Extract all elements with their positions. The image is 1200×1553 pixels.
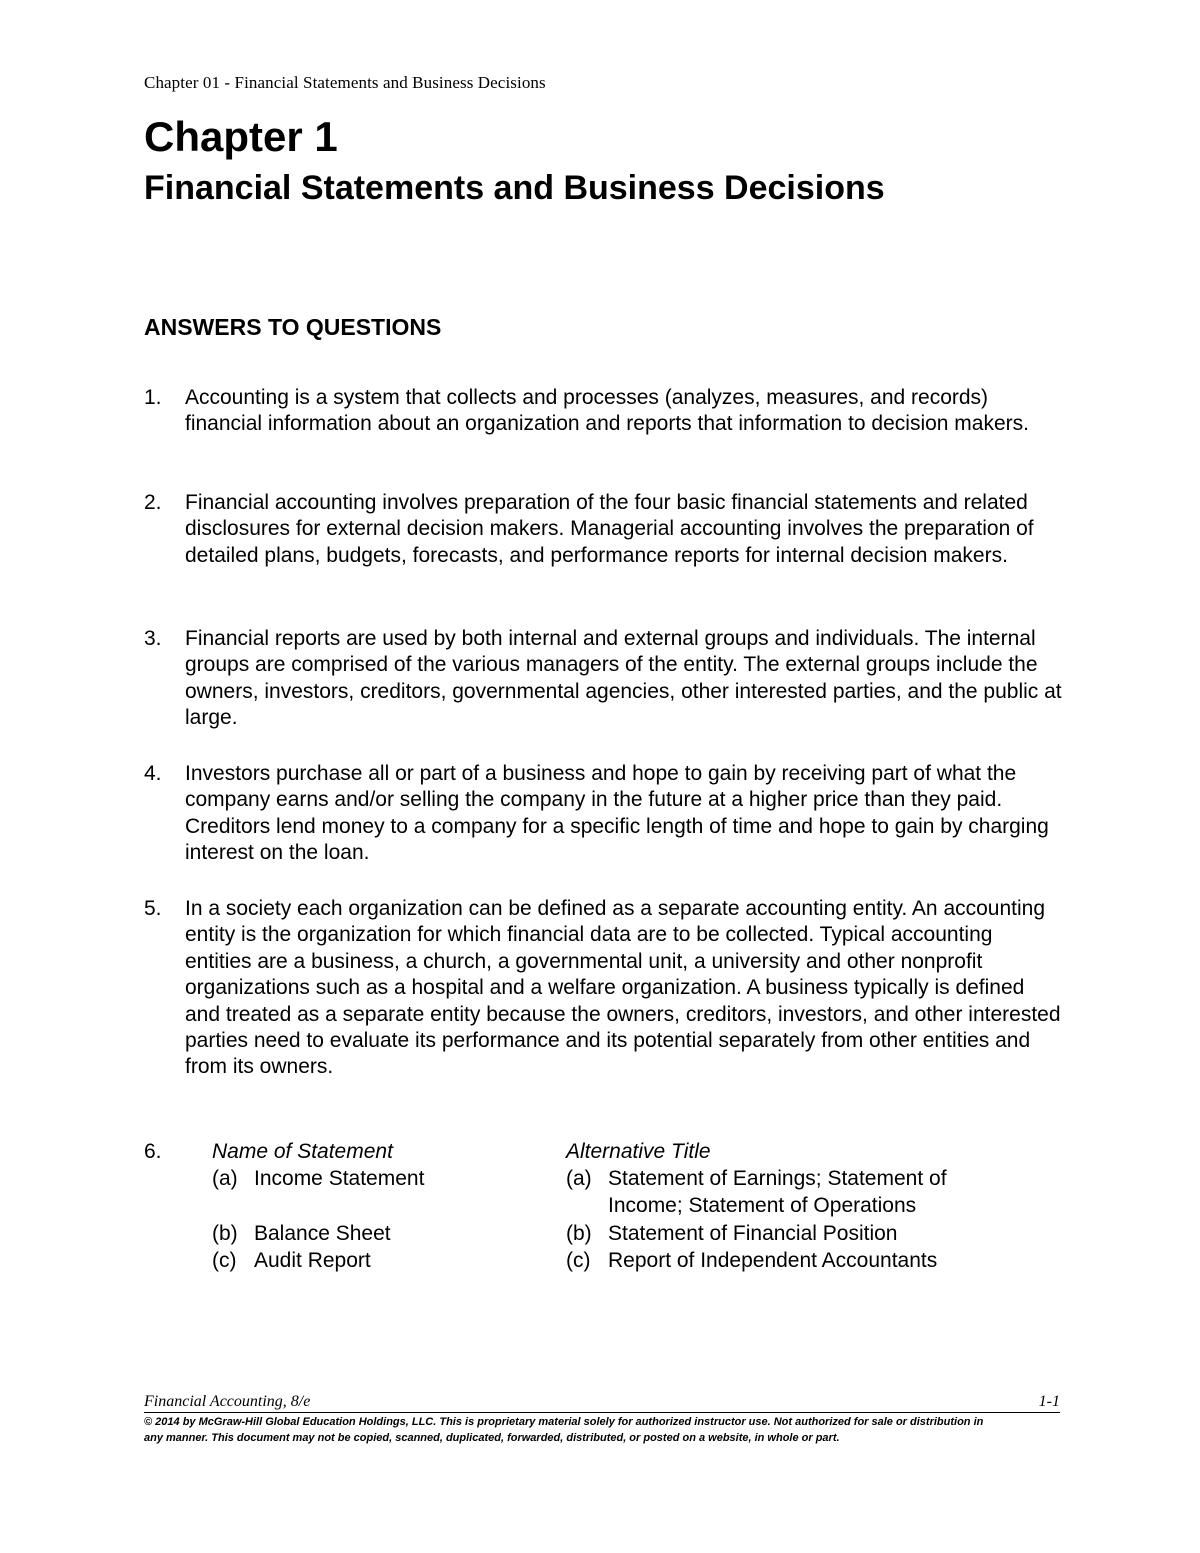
statement-name: Audit Report bbox=[254, 1249, 371, 1272]
footer-book-title: Financial Accounting, 8/e bbox=[144, 1393, 311, 1410]
row-letter: (b) bbox=[566, 1222, 592, 1245]
question-answer-text: Financial reports are used by both internal and external groups and individuals. The internal groups are comprised of the various managers of the entity. The external groups include the owners, investors, creditors, governmental agencies, other interested parties, and the public at large. bbox=[185, 627, 1062, 730]
alternative-title: Statement of Financial Position bbox=[608, 1222, 898, 1245]
row-letter: (b) bbox=[212, 1222, 238, 1245]
chapter-title: Financial Statements and Business Decisions bbox=[144, 169, 885, 207]
alternative-title: Statement of Earnings; Statement of bbox=[608, 1167, 947, 1190]
copyright-line: any manner. This document may not be copied, scanned, duplicated, forwarded, distributed, or posted on a website, in whole or part. bbox=[144, 1431, 840, 1444]
question-number: 1. bbox=[144, 386, 162, 409]
column-header-alternative: Alternative Title bbox=[566, 1140, 711, 1163]
question-3 bbox=[144, 626, 1064, 732]
question-number: 6. bbox=[144, 1140, 162, 1163]
row-letter: (a) bbox=[566, 1167, 592, 1190]
running-header: Chapter 01 - Financial Statements and Business Decisions bbox=[144, 73, 546, 92]
question-1 bbox=[144, 385, 1064, 438]
question-answer-text: Investors purchase all or part of a business and hope to gain by receiving part of what the company earns and/or selling the company in the future at a higher price than they paid. Creditors lend money to a company for a specific length of time and hope to gain by charging interest on the loan. bbox=[185, 762, 1049, 865]
copyright-line: © 2014 by McGraw-Hill Global Education Holdings, LLC. This is proprietary material solely for authorized instructor use. Not authorized for sale or distribution in bbox=[144, 1416, 984, 1428]
question-number: 5. bbox=[144, 897, 162, 920]
question-answer-text: Financial accounting involves preparation of the four basic financial statements and related disclosures for external decision makers. Managerial accounting involves the preparation of detailed plans, budgets, forecasts, and performance reports for internal decision makers. bbox=[185, 491, 1034, 567]
question-answer-text: In a society each organization can be defined as a separate accounting entity. An accounting entity is the organization for which financial data are to be collected. Typical accounting entities are a business, a church, a governmental unit, a university and other nonprofit organizations such as a hospital and a welfare organization. A business typically is defined and treated as a separate entity because the owners, creditors, investors, and other interested parties need to evaluate its performance and its potential separately from other entities and from its owners. bbox=[185, 897, 1061, 1079]
copyright-notice bbox=[144, 1415, 1064, 1446]
chapter-number: Chapter 1 bbox=[144, 113, 338, 160]
statement-name: Balance Sheet bbox=[254, 1222, 391, 1245]
row-letter: (c) bbox=[566, 1249, 591, 1272]
alternative-title: Report of Independent Accountants bbox=[608, 1249, 938, 1272]
question-4 bbox=[144, 761, 1064, 867]
footer-page-number: 1-1 bbox=[1038, 1393, 1060, 1410]
row-letter: (a) bbox=[212, 1167, 238, 1190]
question-answer-text: Accounting is a system that collects and processes (analyzes, measures, and records) financial information about an organization and reports that information to decision makers. bbox=[185, 386, 1029, 436]
question-5 bbox=[144, 896, 1064, 1081]
question-number: 4. bbox=[144, 762, 162, 785]
section-heading: ANSWERS TO QUESTIONS bbox=[144, 314, 442, 340]
question-2 bbox=[144, 490, 1064, 569]
column-header-name: Name of Statement bbox=[212, 1140, 393, 1163]
alternative-title-continued: Income; Statement of Operations bbox=[608, 1194, 917, 1217]
statement-name: Income Statement bbox=[254, 1167, 425, 1190]
row-letter: (c) bbox=[212, 1249, 237, 1272]
question-number: 3. bbox=[144, 627, 162, 650]
question-number: 2. bbox=[144, 491, 162, 514]
footer-divider bbox=[144, 1412, 1060, 1413]
